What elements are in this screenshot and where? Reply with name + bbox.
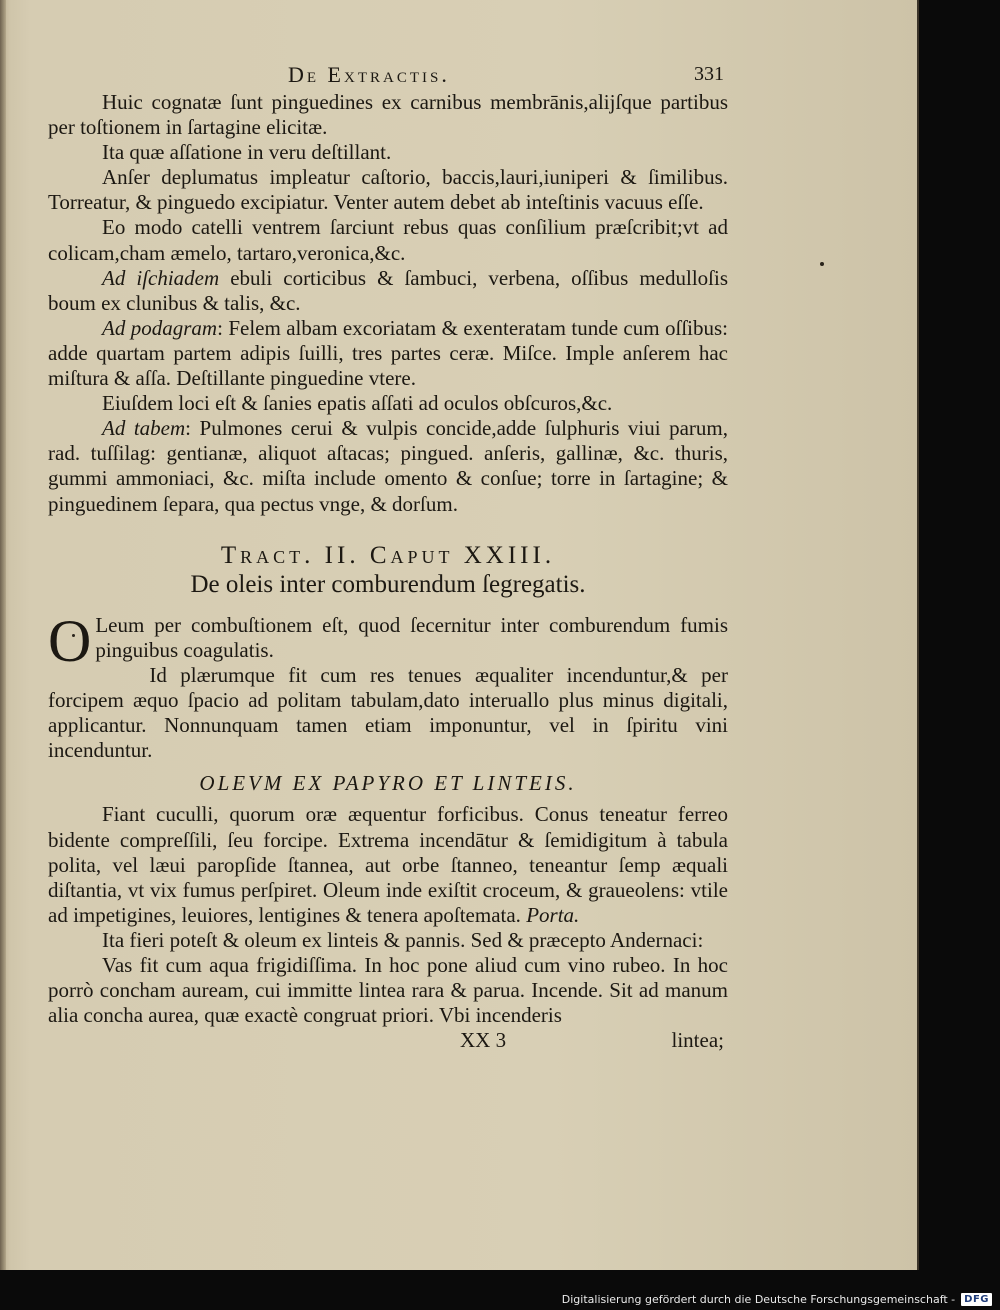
ink-speck: [820, 262, 824, 266]
recipe-text: Fiant cuculli, quorum oræ æquentur forficibus. Conus teneatur ferreo bidente compreſſili, ſeu forcipe. Extrema incendātur & ſemidigitum à tabula polita, vel læui paropſide ſtannea, aut orbe ſtanneo, teneantur ſemp æquali diſtantia, vt vix fumus perſpiret. Oleum inde exiſtit croceum, & graueolens: vtile ad impetigines, leuiores, lentigines & tenera apoſtemata.: [48, 802, 728, 927]
page-number: 331: [694, 63, 724, 85]
recipe-text: : Felem albam excoriatam & exenteratam tunde cum oſſibus: adde quartam partem adipis ſuilli, tres partes ceræ. Miſce. Imple anſerem hac miſtura & aſſa. Deſtillante pinguedine vtere.: [48, 315, 728, 391]
dfg-logo: DFG: [961, 1293, 992, 1306]
opening-text: Leum per combuſtionem eſt, quod ſecernitur inter comburendum fumis pinguibus coagulatis.: [95, 612, 728, 662]
paragraph: Vas fit cum aqua frigidiſſima. In hoc pone aliud cum vino rubeo. In hoc porrò concham auream, cui immitte lintea rara & parua. Incende. Sit ad manum alia concha aurea, quæ exactè congruat priori. Vbi incenderis: [48, 953, 728, 1028]
catchword: lintea;: [671, 1028, 724, 1053]
page-text: [48, 62, 728, 1054]
signature-mark: XX 3: [460, 1028, 507, 1053]
opening-paragraph: [48, 607, 728, 674]
page-binding-edge: [0, 0, 6, 1270]
paragraph: Id plærumque fit cum res tenues æqualiter incenduntur,& per forcipem æquo ſpacio ad politam tabulam,dato interuallo plus minus digitali, applicantur. Nonnunquam tamen etiam imponuntur, vel in ſpiritu vini incenduntur.: [48, 662, 728, 763]
section-heading: OLEVM EX PAPYRO ET LINTEIS.: [199, 771, 577, 796]
recipe-label: Ad iſchiadem: [102, 265, 220, 290]
running-title: De Extractis.: [288, 62, 450, 87]
paragraph-podagram: [48, 316, 728, 391]
digitization-footer: [562, 1293, 992, 1306]
paragraph-tabem: [48, 416, 728, 516]
recipe-text: ebuli corticibus & ſambuci, verbena, oſſibus medulloſis boum ex clunibus & talis, &c.: [48, 265, 729, 315]
chapter-subtitle: De oleis inter comburendum ſegregatis.: [190, 570, 586, 598]
drop-cap: O: [48, 607, 92, 674]
recipe-label: Ad podagram: [102, 315, 218, 340]
source-citation: Porta.: [526, 902, 580, 927]
paragraph: Huic cognatæ ſunt pinguedines ex carnibus membrānis,alijſque partibus per toſtionem in ſartagine elicitæ.: [48, 90, 728, 140]
footer-text: Digitalisierung gefördert durch die Deutsche Forschungsgemeinschaft -: [561, 1293, 956, 1306]
paragraph: Eo modo catelli ventrem ſarciunt rebus quas conſilium præſcribit;vt ad colicam,cham æmelo, tartaro,veronica,&c.: [48, 215, 728, 265]
paragraph: Ita quæ aſſatione in veru deſtillant.: [102, 140, 392, 165]
running-head: [48, 62, 728, 92]
catchword-row: [48, 1028, 728, 1054]
paragraph: Anſer deplumatus impleatur caſtorio, baccis,lauri,iuniperi & ſimilibus. Torreatur, & pinguedo excipiatur. Venter autem debet ab inteſtinis vacuus eſſe.: [48, 165, 728, 215]
paragraph: Ita fieri poteſt & oleum ex linteis & pannis. Sed & præcepto Andernaci:: [102, 927, 704, 952]
paragraph: Eiuſdem loci eſt & ſanies epatis aſſati ad oculos obſcuros,&c.: [102, 391, 613, 416]
chapter-heading: Tract. II. Caput XXIII.: [220, 541, 556, 569]
paragraph-fiant: [48, 802, 728, 927]
recipe-label: Ad tabem: [102, 416, 186, 441]
paragraph-ischiadem: [48, 266, 728, 316]
recipe-text: : Pulmones cerui & vulpis concide,adde ſulphuris viui parum, rad. tuſſilag: gentianæ, aliquot aſtacas; pingued. anſeris, gallinæ, &c. thuris, gummi ammoniaci, &c. miſta include omento & conſue; torre in ſartagine; & pinguedinem ſepara, qua pectus vnge, & dorſum.: [48, 416, 729, 516]
